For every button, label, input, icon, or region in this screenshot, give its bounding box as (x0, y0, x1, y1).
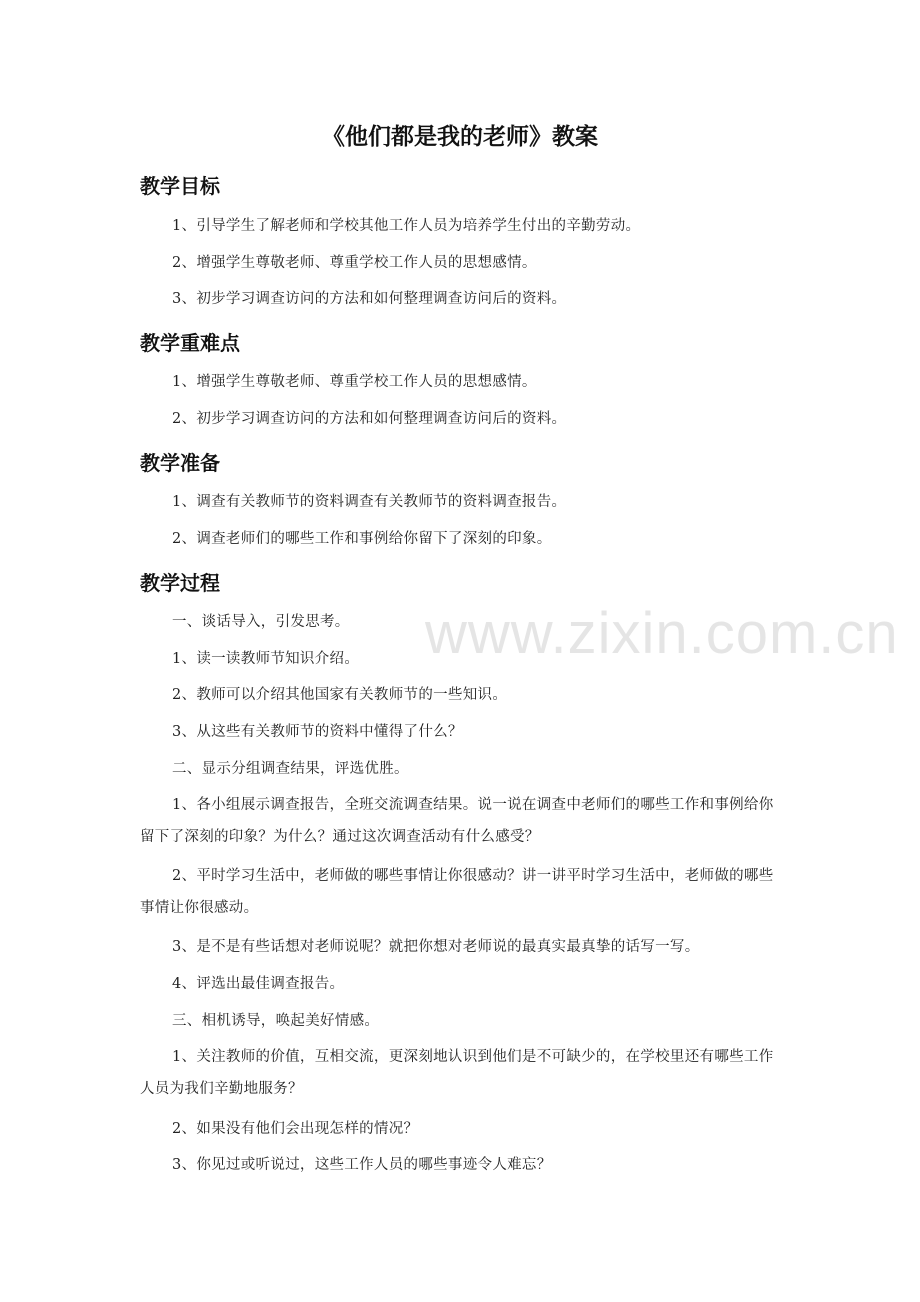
section-heading-goals: 教学目标 (140, 174, 220, 198)
section-heading-process: 教学过程 (140, 571, 220, 595)
paragraph: 3、是不是有些话想对老师说呢？就把你想对老师说的最真实最真挚的话写一写。 (172, 939, 700, 955)
paragraph: 3、你见过或听说过，这些工作人员的哪些事迹令人难忘？ (172, 1157, 552, 1173)
page-title: 《他们都是我的老师》教案 (322, 124, 598, 150)
paragraph: 1、各小组展示调查报告，全班交流调查结果。说一说在调查中老师们的哪些工作和事例给你留下了深刻的印象？为什么？通过这次调查活动有什么感受？ (140, 797, 774, 845)
paragraph: 2、初步学习调查访问的方法和如何整理调查访问后的资料。 (172, 411, 567, 427)
watermark: www.zixin.com.cn (425, 601, 899, 666)
paragraph: 三、相机诱导，唤起美好情感。 (172, 1013, 380, 1029)
paragraph: 1、调查有关教师节的资料调查有关教师节的资料调查报告。 (172, 494, 567, 510)
paragraph: 2、平时学习生活中，老师做的哪些事情让你很感动？讲一讲平时学习生活中，老师做的哪些事情让你很感动。 (140, 868, 774, 916)
paragraph: 2、调查老师们的哪些工作和事例给你留下了深刻的印象。 (172, 531, 552, 547)
paragraph: 二、显示分组调查结果，评选优胜。 (172, 761, 409, 777)
paragraph: 2、增强学生尊敬老师、尊重学校工作人员的思想感情。 (172, 255, 537, 271)
paragraph: 1、引导学生了解老师和学校其他工作人员为培养学生付出的辛勤劳动。 (172, 218, 641, 234)
section-heading-preparation: 教学准备 (140, 451, 220, 475)
paragraph: 1、读一读教师节知识介绍。 (172, 651, 360, 667)
paragraph: 3、初步学习调查访问的方法和如何整理调查访问后的资料。 (172, 291, 567, 307)
paragraph: 3、从这些有关教师节的资料中懂得了什么？ (172, 724, 463, 740)
section-heading-key-points: 教学重难点 (140, 331, 240, 355)
paragraph: 4、评选出最佳调查报告。 (172, 976, 345, 992)
paragraph: 1、增强学生尊敬老师、尊重学校工作人员的思想感情。 (172, 374, 537, 390)
paragraph: 一、谈话导入，引发思考。 (172, 614, 350, 630)
paragraph: 2、如果没有他们会出现怎样的情况？ (172, 1121, 419, 1137)
paragraph: 1、关注教师的价值，互相交流，更深刻地认识到他们是不可缺少的，在学校里还有哪些工作人员为我们辛勤地服务？ (140, 1049, 774, 1097)
paragraph: 2、教师可以介绍其他国家有关教师节的一些知识。 (172, 687, 508, 703)
